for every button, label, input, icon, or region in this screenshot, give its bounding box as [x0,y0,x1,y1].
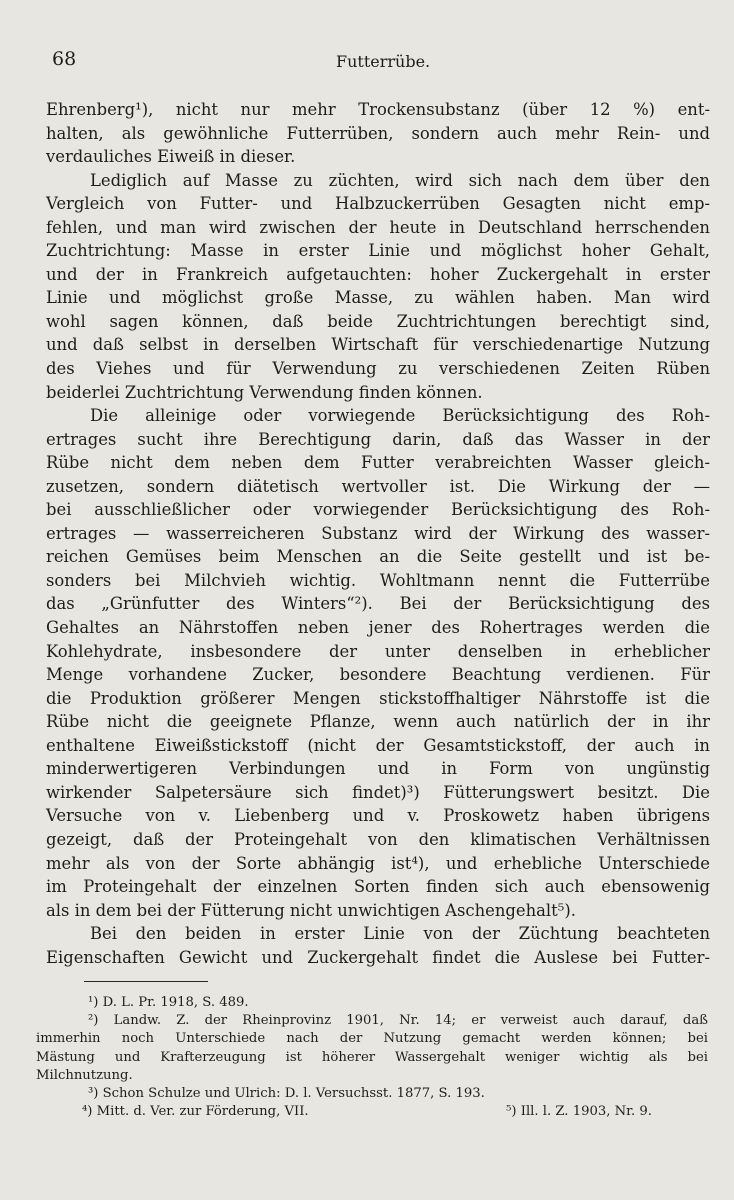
body-line: ertrages — wasserreicheren Substanz wird der Wirkung des wasser- [46,523,710,543]
body-line: des Viehes und für Verwendung zu verschiedenen Zeiten Rüben [46,359,710,379]
body-line: wirkender Salpetersäure sich findet)³) Fütterungswert besitzt. Die [46,782,710,802]
body-line: die Produktion größerer Mengen stickstoffhaltiger Nährstoffe ist die [46,688,710,708]
body-line: Vergleich von Futter- und Halbzuckerrüben Gesagten nicht emp- [46,194,710,214]
body-line: halten, als gewöhnliche Futterrüben, sondern auch mehr Rein- und [46,123,710,143]
running-title: Futterrübe. [336,52,431,71]
body-line: Zuchtrichtung: Masse in erster Linie und möglichst hoher Gehalt, [46,241,710,261]
body-line: Die alleinige oder vorwiegende Berücksichtigung des Roh- [90,406,710,426]
body-line: verdauliches Eiweiß in dieser. [46,147,296,167]
body-line: Gehaltes an Nährstoffen neben jener des Rohertrages werden die [46,618,710,638]
body-text [46,98,710,969]
body-line: wohl sagen können, daß beide Zuchtrichtungen berechtigt sind, [46,311,710,331]
footnote-row-4-5 [36,1103,708,1121]
body-line: Menge vorhandene Zucker, besondere Beachtung verdienen. Für [46,665,710,685]
body-line: bei ausschließlicher oder vorwiegender Berücksichtigung des Roh- [46,500,710,520]
footnote-2-line: Mästung und Krafterzeugung ist höherer Wassergehalt weniger wichtig als bei [36,1049,708,1065]
body-line: Bei den beiden in erster Linie von der Züchtung beachteten [90,924,710,944]
body-line: ertrages sucht ihre Berechtigung darin, daß das Wasser in der [46,429,710,449]
body-line: fehlen, und man wird zwischen der heute in Deutschland herrschenden [46,217,710,237]
body-line: reichen Gemüses beim Menschen an die Seite gestellt und ist be- [46,547,710,567]
footnote-2-line: Milchnutzung. [36,1067,133,1083]
footnote-1: ¹) D. L. Pr. 1918, S. 489. [88,995,249,1010]
body-line: gezeigt, daß der Proteingehalt von den klimatischen Verhältnissen [46,829,710,849]
footnote-4: ⁴) Mitt. d. Ver. zur Förderung, VII. [82,1104,309,1120]
body-line: das „Grünfutter des Winters“²). Bei der Berücksichtigung des [46,594,710,614]
footnote-divider [84,981,208,982]
footnotes [36,994,708,1121]
footnote-3: ³) Schon Schulze und Ulrich: D. l. Versuchsst. 1877, S. 193. [88,1086,485,1102]
body-line: Versuche von v. Liebenberg und v. Proskowetz haben übrigens [46,806,710,826]
body-line: Rübe nicht dem neben dem Futter verabreichten Wasser gleich- [46,453,710,473]
body-line: mehr als von der Sorte abhängig ist⁴), und erhebliche Unterschiede [46,853,710,873]
page-number: 68 [52,48,77,70]
body-line: minderwertigeren Verbindungen und in Form von ungünstig [46,759,710,779]
footnote-2-line: ²) Landw. Z. der Rheinprovinz 1901, Nr. 14; er verweist auch darauf, daß [88,1013,708,1029]
body-line: Linie und möglichst große Masse, zu wählen haben. Man wird [46,288,710,308]
body-line: Eigenschaften Gewicht und Zuckergehalt findet die Auslese bei Futter- [46,947,710,967]
body-line: im Proteingehalt der einzelnen Sorten finden sich auch ebensowenig [46,877,710,897]
body-line: enthaltene Eiweißstickstoff (nicht der Gesamtstickstoff, der auch in [46,735,710,755]
body-line: als in dem bei der Fütterung nicht unwichtigen Aschengehalt⁵). [46,900,576,920]
body-line: Lediglich auf Masse zu züchten, wird sich nach dem über den [90,170,710,190]
body-line: Kohlehydrate, insbesondere der unter denselben in erheblicher [46,641,710,661]
footnote-2-line: immerhin noch Unterschiede nach der Nutzung gemacht werden können; bei [36,1031,708,1047]
body-line: sonders bei Milchvieh wichtig. Wohltmann nennt die Futterrübe [46,570,710,590]
footnote-5: ⁵) Ill. l. Z. 1903, Nr. 9. [506,1104,652,1120]
body-line: beiderlei Zuchtrichtung Verwendung finden können. [46,382,483,402]
body-line: und der in Frankreich aufgetauchten: hoher Zuckergehalt in erster [46,264,710,284]
body-line: und daß selbst in derselben Wirtschaft für verschiedenartige Nutzung [46,335,710,355]
page-header [50,44,694,74]
body-line: Ehrenberg¹), nicht nur mehr Trockensubstanz (über 12 %) ent- [46,100,710,119]
body-line: Rübe nicht die geeignete Pflanze, wenn auch natürlich der in ihr [46,712,710,732]
body-line: zusetzen, sondern diätetisch wertvoller ist. Die Wirkung der — [46,476,710,496]
